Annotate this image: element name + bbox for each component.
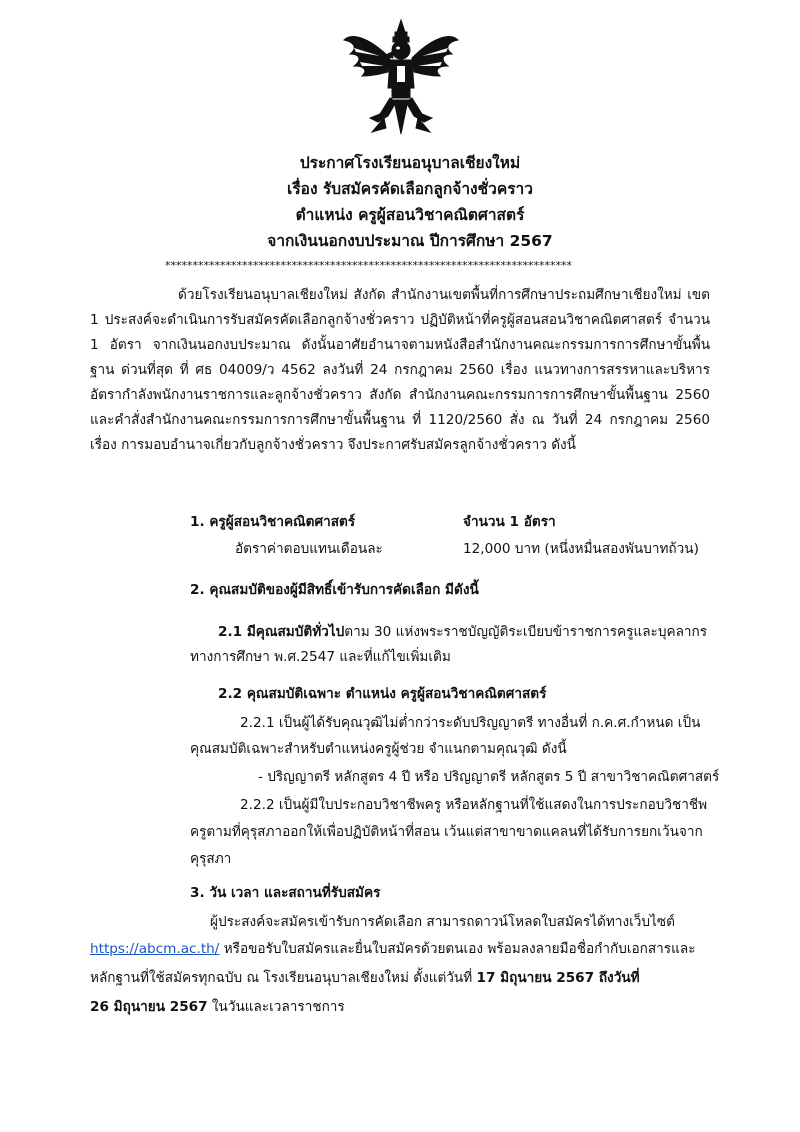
garuda-emblem-icon xyxy=(340,18,462,136)
title-line-1: ประกาศโรงเรียนอนุบาลเชียงใหม่ xyxy=(299,154,521,172)
section2-1-text-2: ทางการศึกษา พ.ศ.2547 และที่แก้ไขเพิ่มเติม xyxy=(190,649,451,665)
section2-2-2-line1: 2.2.2 เป็นผู้มีใบประกอบวิชาชีพครู หรือหลักฐานที่ใช้แสดงในการประกอบวิชาชีพ xyxy=(240,797,708,813)
section2-1-body: ตาม 30 แห่งพระราชบัญญัติระเบียบข้าราชการครูและบุคลากร xyxy=(344,624,708,640)
title-line-2: เรื่อง รับสมัครคัดเลือกลูกจ้างชั่วคราว xyxy=(287,180,533,198)
section1-heading: 1. ครูผู้สอนวิชาคณิตศาสตร์ xyxy=(190,514,356,530)
start-date: 17 มิถุนายน 2567 ถึงวันที่ xyxy=(476,970,640,986)
section3-line2 xyxy=(90,937,696,962)
intro-paragraph: ด้วยโรงเรียนอนุบาลเชียงใหม่ สังกัด สำนักงานเขตพื้นที่การศึกษาประถมศึกษาเชียงใหม่ เขต 1 ประสงค์จะดำเนินการรับสมัครคัดเลือกลูกจ้างชั่วคราว ปฏิบัติหน้าที่ครูผู้สอนสอนวิชาคณิตศาสตร์ จำนวน 1 อัตรา จากเงินนอกงบประมาณ ดังนั้นอาศัยอำนาจตามหนังสือสำนักงานคณะกรรมการการศึกษาขั้นพื้นฐาน ด่วนที่สุด ที่ ศธ 04009/ว 4562 ลงวันที่ 24 กรกฎาคม 2560 เรื่อง แนวทางการสรรหาและบริหารอัตรากำลังพนักงานราชการและลูกจ้างชั่วคราว สังกัด สำนักงานคณะกรรมการการศึกษาขั้นพื้นฐาน 2560 และคำสั่งสำนักงานคณะกรรมการการศึกษาขั้นพื้นฐาน ที่ 1120/2560 สั่ง ณ วันที่ 24 กรกฎาคม 2560 เรื่อง การมอบอำนาจเกี่ยวกับลูกจ้างชั่วคราว จึงประกาศรับสมัครลูกจ้างชั่วคราว ดังนี้ xyxy=(90,287,710,453)
section2-2-1-bullet: - ปริญญาตรี หลักสูตร 4 ปี หรือ ปริญญาตรี หลักสูตร 5 ปี สาขาวิชาคณิตศาสตร์ xyxy=(258,769,720,785)
section2-2-1-line2: คุณสมบัติเฉพาะสำหรับตำแหน่งครูผู้ช่วย จำแนกตามคุณวุฒิ ดังนี้ xyxy=(190,741,567,757)
section2-1-text xyxy=(218,620,707,645)
end-date: 26 มิถุนายน 2567 xyxy=(90,999,208,1015)
title-line-4: จากเงินนอกงบประมาณ ปีการศึกษา 2567 xyxy=(267,232,553,250)
section2-heading: 2. คุณสมบัติของผู้มีสิทธิ์เข้ารับการคัดเลือก มีดังนี้ xyxy=(190,582,479,598)
website-link[interactable]: https://abcm.ac.th/ xyxy=(90,941,220,957)
announcement-title xyxy=(0,150,800,254)
section1-count: จำนวน 1 อัตรา xyxy=(463,514,556,530)
section2-2-2-line3: คุรุสภา xyxy=(190,851,232,867)
title-line-3: ตำแหน่ง ครูผู้สอนวิชาคณิตศาสตร์ xyxy=(295,206,525,224)
separator-stars: ************************************************************************** xyxy=(165,260,572,272)
section2-2-1-line1: 2.2.1 เป็นผู้ได้รับคุณวุฒิไม่ต่ำกว่าระดับปริญญาตรี ทางอื่นที่ ก.ค.ศ.กำหนด เป็น xyxy=(240,715,701,731)
section3-line4-rest: ในวันและเวลาราชการ xyxy=(207,999,345,1015)
section3-line2-rest: หรือขอรับใบสมัครและยื่นใบสมัครด้วยตนเอง พร้อมลงลายมือชื่อกำกับเอกสารและ xyxy=(219,941,696,957)
section3-line1: ผู้ประสงค์จะสมัครเข้ารับการคัดเลือก สามารถดาวน์โหลดใบสมัครได้ทางเว็บไซต์ xyxy=(210,914,675,930)
section3-line4 xyxy=(90,995,345,1020)
section2-2-heading: 2.2 คุณสมบัติเฉพาะ ตำแหน่ง ครูผู้สอนวิชาคณิตศาสตร์ xyxy=(218,686,547,702)
section2-1-label: 2.1 มีคุณสมบัติทั่วไป xyxy=(218,624,345,640)
salary-value: 12,000 บาท (หนึ่งหมื่นสองพันบาทถ้วน) xyxy=(463,541,699,557)
salary-label: อัตราค่าตอบแทนเดือนละ xyxy=(235,541,383,557)
section3-line3-start: หลักฐานที่ใช้สมัครทุกฉบับ ณ โรงเรียนอนุบาลเชียงใหม่ ตั้งแต่วันที่ xyxy=(90,970,477,986)
section3-line3 xyxy=(90,966,640,991)
section3-heading: 3. วัน เวลา และสถานที่รับสมัคร xyxy=(190,885,381,901)
section2-2-2-line2: ครูตามที่คุรุสภาออกให้เพื่อปฏิบัติหน้าที่สอน เว้นแต่สาขาขาดแคลนที่ได้รับการยกเว้นจาก xyxy=(190,824,703,840)
